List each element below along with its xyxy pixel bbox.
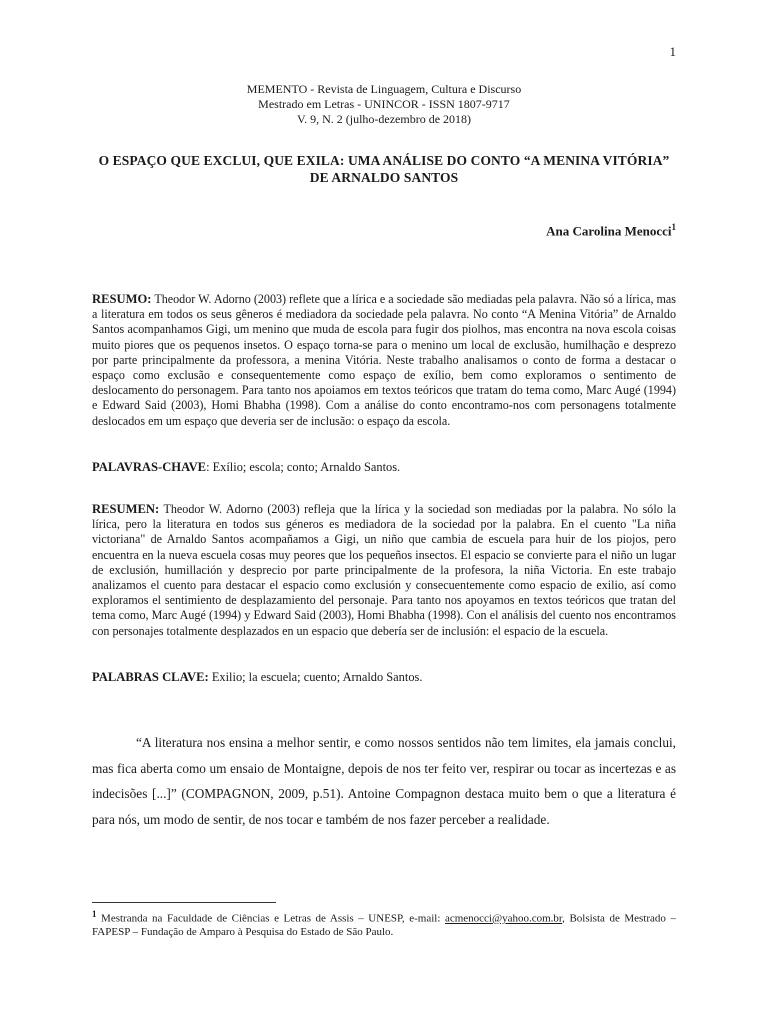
footnote-mark: 1	[92, 909, 97, 919]
footnote	[92, 908, 676, 939]
abstract-label: RESUMO:	[92, 292, 152, 306]
footnote-divider	[92, 902, 276, 903]
abstract-text: Theodor W. Adorno (2003) reflete que a lírica e a sociedade são mediadas pela palavra. Não só a lírica, mas a literatura em todos os seus gêneros é mediadora da sociedade pela palavra. No conto “A Menina Vitória” de Arnaldo Santos acompanhamos Gigi, um menino que muda de escola para fugir dos piolhos, mas encontra na nova escola coisas muito piores que os pequenos insetos. O espaço torna-se para o menino um local de exclusão, humilhação e desprezo por parte principalmente da professora, a menina Vitória. Neste trabalho analisamos o conto de forma a destacar o espaço como exclusão e consequentemente como espaço de exílio, bem como exploramos o sentimento de deslocamento do personagem. Para tanto nos apoiamos em textos teóricos que tratam do tema como, Marc Augé (1994) e Edward Said (2003), Homi Bhabha (1998). Com a análise do conto encontramo-nos com personagens totalmente deslocados em um espaço que deveria ser de inclusão: o espaço da escola.	[92, 292, 677, 428]
palabras-clave-label: PALABRAS CLAVE:	[92, 670, 209, 684]
author-line	[546, 222, 676, 239]
footnote-text-end: , Bolsista de Mestrado – FAPESP – Fundação de Amparo à Pesquisa do Estado de São Paulo.	[92, 912, 676, 938]
resumen-text: Theodor W. Adorno (2003) refleja que la lírica y la sociedad son mediadas por la palabra. No sólo la lírica, pero la literatura en todos sus géneros es mediadora de la sociedad por la palabra. En el cuento "La niña victoriana" de Arnaldo Santos acompañamos a Gigi, un niño que cambia de escuela para huir de los piojos, pero encuentra en la nueva escuela cosas muy peores que los pequeños insectos. El espacio se convierte para el niño un lugar de exclusión, humillación y desprecio por parte principalmente de la profesora, la niña Victoria. En este trabajo analizamos el cuento para destacar el espacio como exclusión y consecuentemente como espacio de exilio, así como exploramos el sentimiento de desplazamiento del personaje. Para tanto nos apoyamos en textos teóricos que tratan del tema como, Marc Augé (1994) y Edward Said (2003), Homi Bhabha (1998). Con el análisis del cuento nos encontramos con personajes totalmente desplazados en un espacio que debería ser de inclusión: el espacio de la escuela.	[92, 502, 676, 638]
author-footnote-mark[interactable]: 1	[671, 222, 676, 232]
journal-header	[0, 82, 768, 127]
keywords-text: : Exílio; escola; conto; Arnaldo Santos.	[206, 460, 401, 474]
keywords-label: PALAVRAS-CHAVE	[92, 460, 207, 474]
palabras-clave-text: Exilio; la escuela; cuento; Arnaldo Santos.	[208, 670, 423, 684]
author-name: Ana Carolina Menocci	[546, 223, 672, 239]
keywords-portuguese	[92, 459, 676, 475]
body-paragraph: “A literatura nos ensina a melhor sentir, e como nossos sentidos não tem limites, ela jamais conclui, mas fica aberta como um ensaio de Montaigne, depois de nos ter feito ver, respirar ou tocar as incertezas e as indecisões [...]” (COMPAGNON, 2009, p.51). Antoine Compagnon destaca muito bem o que a literatura é para nós, um modo de sentir, de nos tocar e também de nos fazer perceber a realidade.	[92, 735, 676, 827]
author-email-link[interactable]: acmenocci@yahoo.com.br	[444, 912, 563, 925]
keywords-spanish	[92, 669, 676, 685]
page-number: 1	[669, 44, 676, 59]
resumen-label: RESUMEN:	[92, 502, 160, 516]
abstract-spanish	[92, 502, 676, 639]
abstract-portuguese	[92, 292, 676, 429]
journal-issue: V. 9, N. 2 (julho-dezembro de 2018)	[296, 112, 472, 126]
journal-name: MEMENTO - Revista de Linguagem, Cultura e Discurso	[246, 82, 522, 96]
journal-program: Mestrado em Letras - UNINCOR - ISSN 1807-9717	[258, 97, 510, 111]
article-title: O ESPAÇO QUE EXCLUI, QUE EXILA: UMA ANÁLISE DO CONTO “A MENINA VITÓRIA” DE ARNALDO SANTOS	[98, 153, 670, 185]
footnote-text-start: Mestranda na Faculdade de Ciências e Letras de Assis – UNESP, e-mail:	[96, 912, 445, 925]
